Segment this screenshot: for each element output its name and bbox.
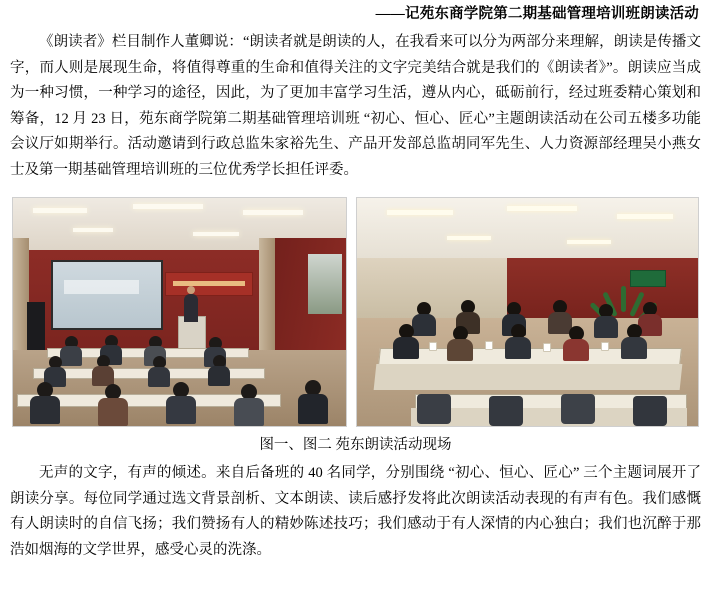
attendee (412, 314, 436, 336)
attendee (166, 396, 196, 424)
article-paragraph-1: 《朗读者》栏目制作人董卿说：“朗读者就是朗读的人，在我看来可以分为两部分来理解，朗读是传播文字，而人则是展现生命，将值得尊重的生命和值得关注的文字完美结合就是我们的《朗读者》”。朗读应当成为一种习惯，一种学习的途径，因此，为了更加丰富学习生活，遵从内心，砥砺前行，经过班委精心策划和筹备，12 月 23 日，苑东商学院第二期基础管理培训班 “初心、恒心、匠心”主题朗读活动在公司五楼多功能会议厅如期举行。活动邀请到行政总监朱家裕先生、产品开发部总监胡同军先生、人力资源部经理吴小燕女士及第一期基础管理培训班的三位优秀学长担任评委。 (10, 34, 701, 178)
projection-screen (51, 260, 163, 330)
article-paragraph-2: 无声的文字，有声的倾述。来自后备班的 40 名同学，分别围绕 “初心、恒心、匠心” 三个主题词展开了朗读分享。每位同学通过选文背景剖析、文本朗读、读后感抒发将此次朗读活动表现的有声有色。我们感慨有人朗读时的自信飞扬；我们赞扬有人的精妙陈述技巧；我们感动于有人深情的内心独白；我们也沉醉于那浩如烟海的文学世界，感受心灵的洗涤。 (10, 465, 701, 558)
attendee (208, 366, 230, 386)
figure-image-2 (356, 197, 699, 427)
ceiling-light (387, 210, 453, 215)
attendee (447, 339, 473, 361)
ceiling-light (507, 206, 577, 211)
stage-banner (165, 272, 253, 296)
ceiling-light (567, 240, 611, 244)
speaker-person (184, 294, 198, 322)
ceiling-light (617, 214, 673, 219)
ceiling-light (133, 204, 203, 209)
figure-caption: 图一、图二 苑东朗读活动现场 (259, 437, 452, 453)
window (308, 254, 342, 314)
conference-table-front (374, 364, 683, 390)
chair (633, 396, 667, 426)
attendee (563, 339, 589, 361)
chair (561, 394, 595, 424)
pillar (259, 238, 275, 363)
attendee (92, 366, 114, 386)
chair (417, 394, 451, 424)
attendee (60, 346, 82, 366)
attendee (234, 398, 264, 426)
ceiling-light (193, 232, 239, 236)
ceiling-light (447, 236, 491, 240)
ceiling-light (33, 208, 87, 213)
attendee (298, 394, 328, 424)
cup (429, 342, 437, 351)
figure-image-1 (12, 197, 347, 427)
chair (489, 396, 523, 426)
cup (543, 343, 551, 352)
attendee (505, 337, 531, 359)
ceiling-light (73, 228, 113, 232)
cup (485, 341, 493, 350)
article-header-line: ——记苑东商学院第二期基础管理培训班朗读活动 (375, 6, 699, 22)
attendee (98, 398, 128, 426)
cup (601, 342, 609, 351)
attendee (621, 337, 647, 359)
attendee (148, 367, 170, 387)
attendee (594, 316, 618, 338)
figure-group (12, 197, 699, 427)
attendee (393, 337, 419, 359)
wall-panel (357, 258, 507, 318)
attendee (30, 396, 60, 424)
ceiling-light (243, 210, 303, 215)
